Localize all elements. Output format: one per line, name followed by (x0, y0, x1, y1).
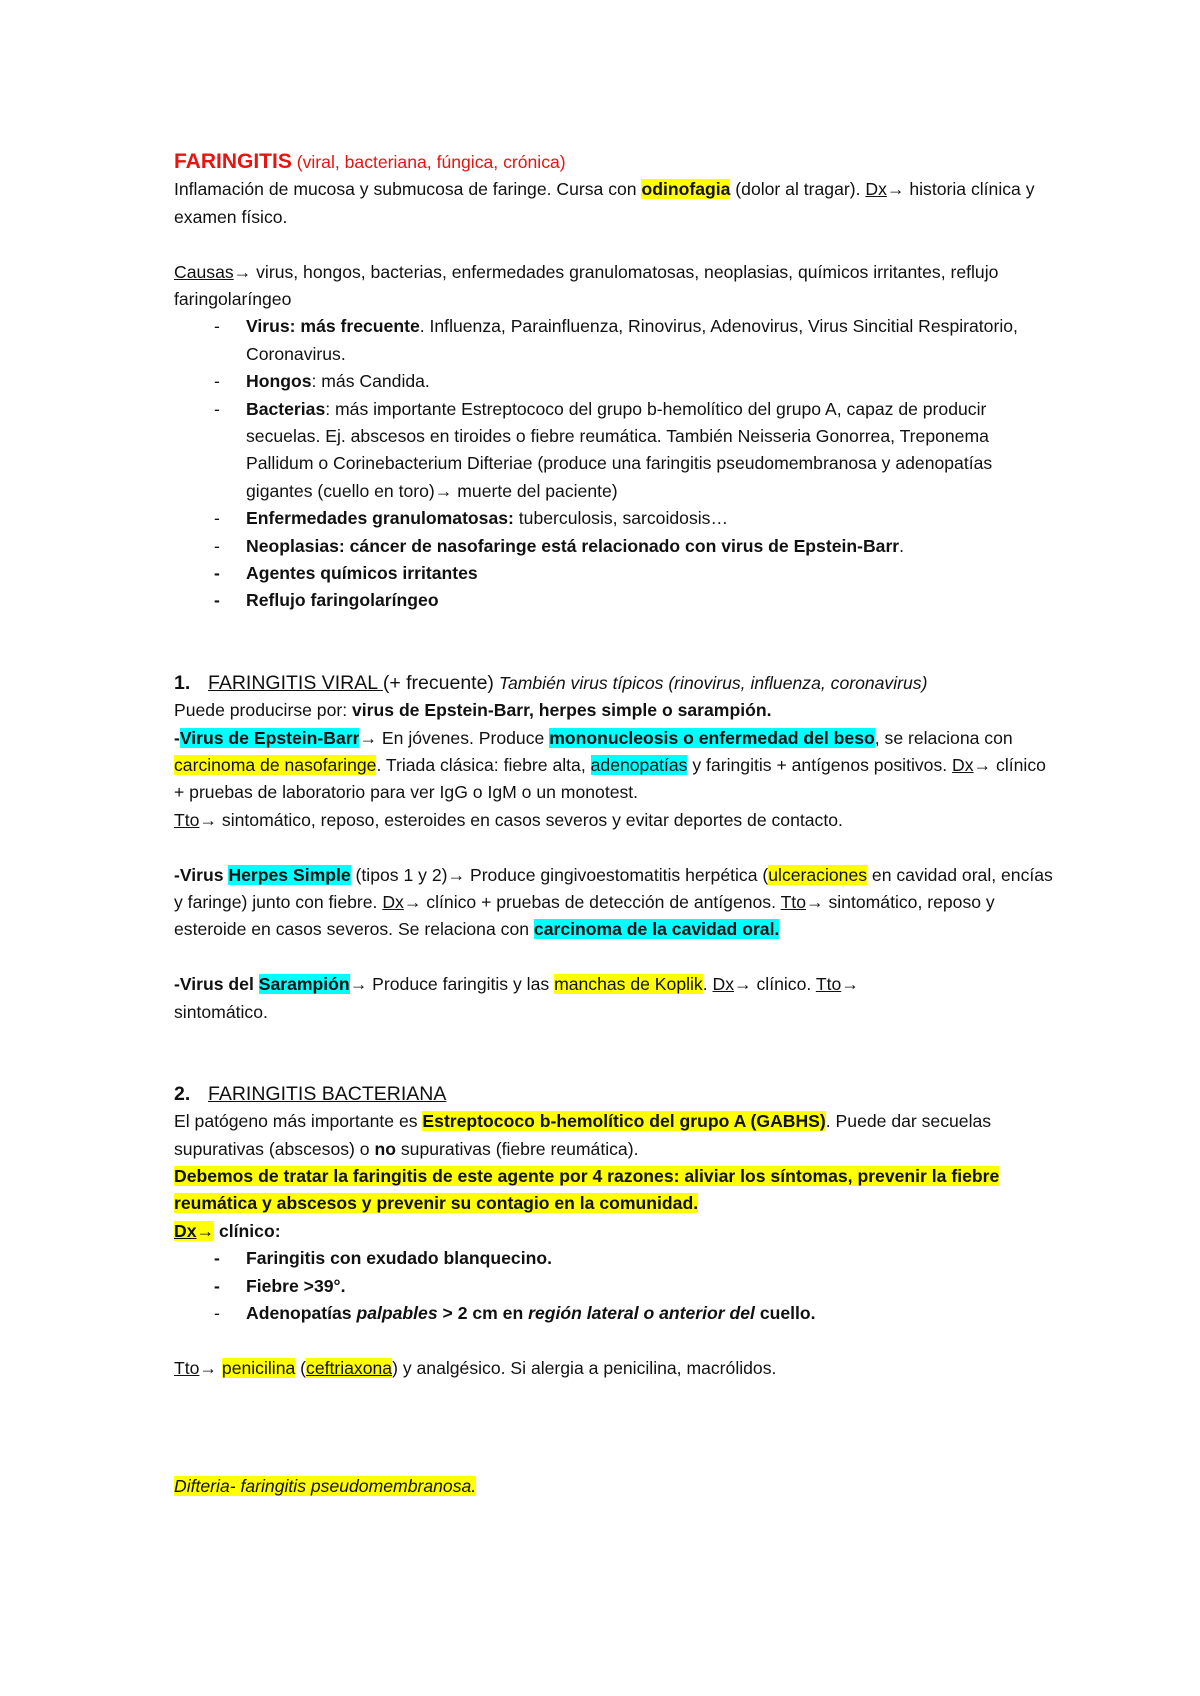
item-text: . (899, 535, 905, 556)
epstein-barr-paragraph (174, 725, 1054, 835)
tto-paragraph: Tto→ penicilina (ceftriaxona) y analgésico. Si alergia a penicilina, macrólidos. (174, 1357, 777, 1378)
herpes-highlight: Herpes Simple (228, 864, 351, 885)
koplik-highlight: manchas de Koplik (554, 974, 703, 995)
text: Produce gingivoestomatitis herpética ( (465, 864, 769, 885)
arrow-icon: → (233, 261, 252, 282)
text: y analgésico. Si alergia a penicilina, macrólidos. (397, 1357, 777, 1378)
tto-label: Tto (174, 809, 200, 830)
item-text: Faringitis con exudado blanquecino. (246, 1248, 552, 1269)
item-bold: Enfermedades granulomatosas: (246, 508, 514, 529)
list-item (174, 396, 1054, 506)
text: en cavidad oral, encías y faringe) junto con fiebre. (174, 864, 1053, 912)
viral-intro-bold: virus de Epstein-Barr, herpes simple o sarampión. (352, 700, 772, 721)
text: (tipos 1 y 2) (350, 864, 448, 885)
arrow-icon: → (447, 864, 466, 885)
item-bold: Reflujo faringolaríngeo (246, 590, 439, 611)
title-main: FARINGITIS (174, 150, 292, 173)
intro-text: (dolor al tragar). (730, 179, 866, 200)
dx-label: Dx (952, 754, 974, 775)
odinofagia-highlight: odinofagia (641, 179, 731, 200)
arrow-icon: → (199, 1357, 218, 1378)
causas-list (174, 313, 1054, 614)
section-title: FARINGITIS VIRAL (208, 671, 383, 694)
herpes-paragraph (174, 862, 1054, 944)
list-item (174, 1273, 1054, 1300)
text: sintomático, reposo, esteroides en casos severos y evitar deportes de contacto. (217, 809, 843, 830)
text: clínico + pruebas de detección de antígenos. (421, 891, 781, 912)
item-bold: Bacterias (246, 398, 326, 419)
ceftriaxona-highlight: ceftriaxona (306, 1357, 393, 1378)
text: y faringitis + antígenos positivos. (687, 754, 953, 775)
gabhs-highlight: Estreptococo b-hemolítico del grupo A (GABHS) (422, 1111, 826, 1132)
item-text: Fiebre >39°. (246, 1275, 346, 1296)
arrow-icon: → (359, 727, 378, 748)
frequency-note: (+ frecuente) (382, 671, 494, 694)
list-item (174, 368, 1054, 395)
list-item (174, 560, 1054, 587)
text: sintomático. (174, 1001, 268, 1022)
text: clínico. (751, 974, 816, 995)
causas-paragraph (174, 259, 1054, 314)
item-bold: Virus: más frecuente (246, 316, 420, 337)
section-number: 2. (174, 1082, 191, 1105)
intro-text: Inflamación de mucosa y submucosa de faringe. Cursa con (174, 179, 642, 200)
epstein-barr-highlight: Virus de Epstein-Barr (179, 727, 360, 748)
item-text: : más importante Estreptococo del grupo b-hemolítico del grupo A, capaz de producir secuelas. Ej. abscesos en tiroides o fiebre reumática. También Neisseria Gonorrea, Treponema Pallidum o Corinebacterium Difteriae (produce una faringitis pseudomembranosa y adenopatías gigantes (cuello en toro) (246, 398, 993, 501)
item-text: Adenopatías (246, 1302, 357, 1323)
item-text: . Influenza, Parainfluenza, Rinovirus, Adenovirus, Virus Sincitial Respiratorio, Coronavirus. (246, 316, 1018, 364)
section-title: FARINGITIS BACTERIANA (208, 1082, 447, 1105)
difteria-note (174, 1473, 1054, 1500)
tto-label: Tto (780, 891, 806, 912)
tto-label: Tto (815, 974, 842, 995)
causas-text: virus, hongos, bacterias, enfermedades granulomatosas, neoplasias, químicos irritantes, reflujo faringolaríngeo (174, 261, 999, 310)
arrow-icon: → (886, 179, 905, 200)
text: clínico: (214, 1220, 281, 1241)
item-text: muerte del paciente) (452, 480, 618, 501)
dx-label: Dx (382, 891, 404, 912)
arrow-icon: → (734, 974, 752, 995)
item-bold: Agentes químicos irritantes (246, 563, 478, 584)
item-text: palpables (356, 1302, 438, 1323)
list-item (174, 1300, 1054, 1327)
ulceraciones-highlight: ulceraciones (768, 864, 868, 885)
dx-label: Dx (712, 974, 735, 995)
item-text: tuberculosis, sarcoidosis… (513, 508, 729, 529)
arrow-icon: → (841, 974, 859, 995)
arrow-icon: → (805, 891, 824, 912)
dx-list (174, 1245, 1054, 1327)
item-bold: Hongos (246, 371, 312, 392)
arrow-icon: → (973, 754, 992, 775)
arrow-icon: → (349, 974, 368, 995)
text: sintomático, reposo y esteroide en casos severos. Se relaciona con (174, 891, 995, 940)
section-number: 1. (174, 671, 191, 694)
item-text: > 2 cm en (437, 1302, 529, 1323)
italic-note: También virus típicos (rinovirus, influenza, coronavirus) (493, 672, 928, 693)
text: . Puede dar secuelas supurativas (abscesos) o (174, 1111, 992, 1159)
carcinoma-highlight: carcinoma de nasofaringe (174, 754, 377, 775)
bacterial-paragraph (174, 1108, 1054, 1163)
intro-paragraph (174, 176, 1054, 231)
text: . (702, 974, 713, 995)
penicilina-highlight: penicilina (221, 1357, 296, 1378)
razones-paragraph (174, 1163, 1054, 1218)
item-text: región lateral o anterior del (528, 1302, 755, 1323)
text: supurativas (fiebre reumática). (395, 1138, 639, 1159)
list-item (174, 1245, 1054, 1272)
razones-highlight: Debemos de tratar la faringitis de este agente por 4 razones: aliviar los síntomas, prevenir la fiebre reumática y abscesos y prevenir su contagio en la comunidad. (174, 1165, 1000, 1214)
causas-label: Causas (174, 261, 234, 282)
sarampion-paragraph (174, 971, 1054, 1026)
text: Produce faringitis y las (367, 974, 555, 995)
dx-label: Dx (865, 179, 887, 200)
dx-label: Dx (174, 1220, 197, 1241)
intro-text: historia clínica y examen físico. (174, 179, 1035, 227)
list-item (174, 533, 1054, 560)
arrow-icon: → (199, 809, 218, 830)
dash: - (174, 727, 180, 748)
sarampion-highlight: Sarampión (258, 974, 350, 995)
text: En jóvenes. Produce (377, 727, 550, 748)
list-item (174, 313, 1054, 368)
text: , se relaciona con (874, 727, 1013, 748)
viral-intro (174, 697, 1054, 724)
carcinoma-oral-highlight: carcinoma de la cavidad oral. (533, 919, 780, 940)
mononucleosis-highlight: mononucleosis o enfermedad del beso (549, 727, 875, 748)
section-heading-bacterial (174, 1081, 1054, 1108)
text: -Virus del (174, 974, 259, 995)
text: . Triada clásica: fiebre alta, (376, 754, 591, 775)
dx-clinico (174, 1218, 1054, 1245)
title-subtitle: (viral, bacteriana, fúngica, crónica) (296, 152, 566, 172)
item-text: : más Candida. (311, 371, 430, 392)
list-item (174, 587, 1054, 614)
viral-intro-text: Puede producirse por: (174, 700, 352, 721)
tto-label: Tto (174, 1357, 200, 1378)
adenopatias-highlight: adenopatías (590, 754, 688, 775)
arrow-icon: → (196, 1220, 215, 1241)
text: El patógeno más importante es (174, 1111, 423, 1132)
text: -Virus (174, 864, 229, 885)
list-item (174, 505, 1054, 532)
page-title (174, 148, 1054, 176)
difteria-highlight: Difteria- faringitis pseudomembranosa. (174, 1475, 477, 1496)
arrow-icon: → (434, 480, 453, 501)
arrow-icon: → (403, 891, 422, 912)
section-heading-viral (174, 670, 1054, 697)
item-text: cuello. (754, 1302, 816, 1323)
text: clínico + pruebas de laboratorio para ver IgG o IgM o un monotest. (174, 754, 1046, 803)
item-bold: Neoplasias: cáncer de nasofaringe está relacionado con virus de Epstein-Barr (246, 535, 900, 556)
text: no (374, 1138, 396, 1159)
document-page (174, 148, 1054, 1500)
